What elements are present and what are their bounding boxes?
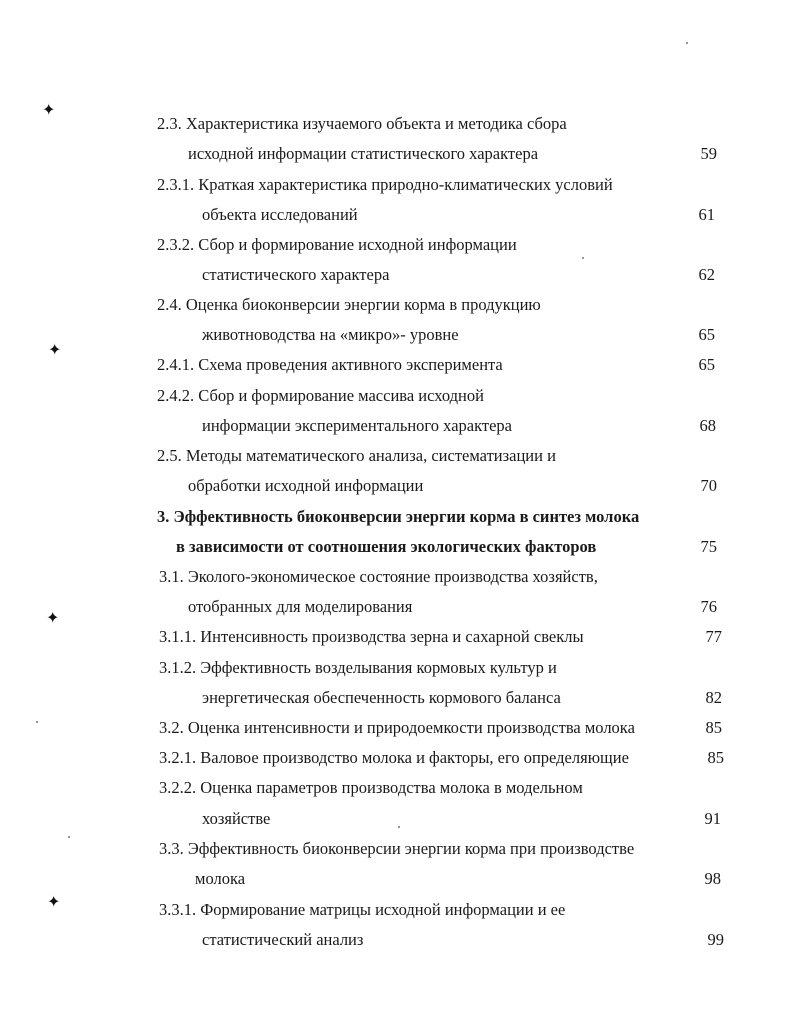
toc-entry-text: животноводства на «микро»- уровне [202, 325, 459, 344]
scan-speck [68, 836, 70, 838]
toc-page-number: 99 [707, 930, 724, 949]
toc-entry-text: энергетическая обеспеченность кормового баланса [202, 688, 561, 707]
toc-line [0, 927, 794, 953]
toc-line [0, 806, 794, 832]
toc-chapter-text: в зависимости от соотношения экологических факторов [176, 537, 597, 556]
toc-page-number: 70 [700, 476, 717, 495]
toc-line [0, 504, 794, 530]
scan-speck [582, 257, 584, 259]
toc-entry-text: молока [195, 869, 246, 888]
toc-line [0, 202, 794, 228]
toc-line [0, 624, 794, 650]
toc-line [0, 775, 794, 801]
toc-line [0, 685, 794, 711]
toc-line [0, 141, 794, 167]
toc-line [0, 897, 794, 923]
binding-mark-icon: ✦ [46, 608, 60, 627]
toc-entry-text: 3.1.2. Эффективность возделывания кормовых культур и [159, 658, 557, 677]
toc-entry-text: 3.2. Оценка интенсивности и природоемкости производства молока [159, 718, 635, 737]
toc-entry-text: 2.4.2. Сбор и формирование массива исходной [157, 386, 484, 405]
toc-page-number: 65 [698, 355, 715, 374]
toc-line [0, 745, 794, 771]
toc-page-number: 77 [705, 627, 722, 646]
toc-line [0, 111, 794, 137]
toc-page-number: 85 [707, 748, 724, 767]
toc-page-number: 82 [705, 688, 722, 707]
toc-page-number: 85 [705, 718, 722, 737]
toc-line [0, 715, 794, 741]
toc-chapter-text: 3. Эффективность биоконверсии энергии корма в синтез молока [157, 507, 640, 526]
toc-line [0, 655, 794, 681]
toc-page-number: 68 [699, 416, 716, 435]
toc-entry-text: статистический анализ [202, 930, 364, 949]
toc-entry-text: объекта исследований [202, 205, 358, 224]
binding-mark-icon: ✦ [47, 892, 61, 911]
toc-line [0, 383, 794, 409]
toc-entry-text: хозяйстве [202, 809, 271, 828]
toc-line [0, 473, 794, 499]
toc-entry-text: 2.5. Методы математического анализа, систематизации и [157, 446, 556, 465]
scan-speck [686, 42, 688, 44]
toc-line [0, 534, 794, 560]
toc-entry-text: 3.2.1. Валовое производство молока и факторы, его определяющие [159, 748, 629, 767]
toc-page-number: 98 [704, 869, 721, 888]
toc-line [0, 836, 794, 862]
toc-entry-text: отобранных для моделирования [188, 597, 413, 616]
toc-line [0, 594, 794, 620]
toc-line [0, 292, 794, 318]
toc-page-number: 62 [698, 265, 715, 284]
toc-entry-text: 2.4.1. Схема проведения активного эксперимента [157, 355, 503, 374]
toc-line [0, 443, 794, 469]
toc-entry-text: 2.4. Оценка биоконверсии энергии корма в продукцию [157, 295, 541, 314]
toc-entry-text: статистического характера [202, 265, 390, 284]
toc-line [0, 413, 794, 439]
binding-mark-icon: ✦ [42, 100, 56, 119]
toc-page-number: 76 [700, 597, 717, 616]
toc-page-number: 59 [700, 144, 717, 163]
binding-mark-icon: ✦ [48, 340, 62, 359]
toc-entry-text: 3.3. Эффективность биоконверсии энергии корма при производстве [159, 839, 635, 858]
toc-line [0, 866, 794, 892]
toc-line [0, 352, 794, 378]
toc-page-number: 65 [698, 325, 715, 344]
scan-speck [398, 826, 400, 828]
toc-line [0, 262, 794, 288]
toc-entry-text: обработки исходной информации [188, 476, 424, 495]
toc-entry-text: 2.3.1. Краткая характеристика природно-климатических условий [157, 175, 613, 194]
toc-line [0, 232, 794, 258]
toc-entry-text: исходной информации статистического характера [188, 144, 539, 163]
toc-page-number: 61 [698, 205, 715, 224]
toc-line [0, 322, 794, 348]
toc-entry-text: 3.2.2. Оценка параметров производства молока в модельном [159, 778, 583, 797]
toc-page-number: 91 [704, 809, 721, 828]
toc-line [0, 564, 794, 590]
toc-entry-text: 3.3.1. Формирование матрицы исходной информации и ее [159, 900, 566, 919]
scan-speck [36, 721, 38, 723]
toc-entry-text: информации экспериментального характера [202, 416, 512, 435]
toc-entry-text: 2.3. Характеристика изучаемого объекта и методика сбора [157, 114, 567, 133]
toc-entry-text: 3.1.1. Интенсивность производства зерна и сахарной свеклы [159, 627, 584, 646]
toc-page-number: 75 [700, 537, 717, 556]
toc-entry-text: 2.3.2. Сбор и формирование исходной информации [157, 235, 517, 254]
toc-line [0, 172, 794, 198]
toc-entry-text: 3.1. Эколого-экономическое состояние производства хозяйств, [159, 567, 598, 586]
